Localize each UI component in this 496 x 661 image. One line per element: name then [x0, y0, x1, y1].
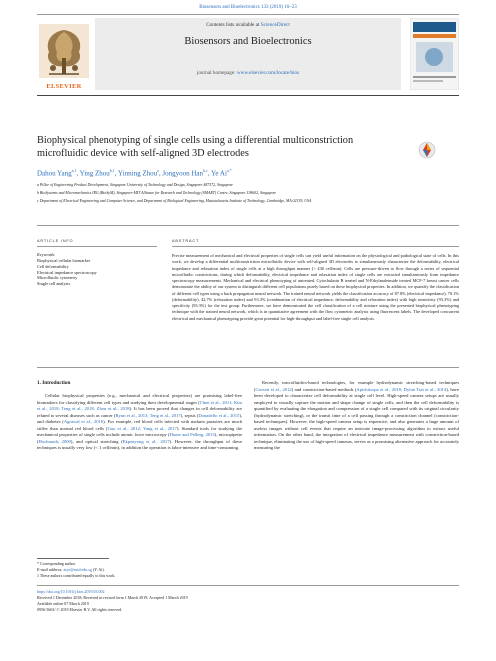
- citation-link[interactable]: Byun et al., 2013; Teng et al., 2017: [115, 412, 181, 418]
- body-column-left: [37, 393, 242, 452]
- divider: [37, 585, 459, 586]
- keyword: Single cell analysis: [37, 281, 71, 287]
- doi-link[interactable]: https://doi.org/10.1016/j.bios.2019.03.002: [37, 589, 105, 594]
- affiliation-a: a Pillar of Engineering Product Development, Singapore University of Technology and Design, Singapore 487372, Singapore: [37, 183, 233, 187]
- footnote-email: [37, 567, 105, 572]
- article-info-heading: ARTICLE INFO: [37, 238, 74, 243]
- body-column-right: [254, 380, 459, 452]
- crossmark-icon[interactable]: [417, 140, 437, 162]
- email-suffix: (Y. Ai).: [91, 567, 105, 572]
- body-text: ). For example, red blood cells infected with malaria parasites are much stiffer than normal red blood cells (: [37, 419, 242, 431]
- journal-title: Biosensors and Bioelectronics: [184, 36, 312, 47]
- citation-link[interactable]: Hochmuth, 2000: [38, 438, 71, 444]
- contents-prefix: Contents lists available at: [206, 22, 261, 28]
- journal-homepage: [95, 70, 401, 76]
- elsevier-tree-logo: [37, 22, 91, 80]
- author-name[interactable]: , Ye Ai: [207, 169, 227, 178]
- body-text: ). It has been proved that changes in cell deformability are related to several diseases such as cancer (: [37, 406, 242, 418]
- footnote-equal-contribution: 1 These authors contributed equally to this work.: [37, 573, 116, 578]
- body-text: ), and optical stretching (: [70, 438, 123, 444]
- body-text: ) and constriction-based methods (: [291, 386, 357, 392]
- contents-line: [95, 22, 401, 28]
- publisher-name: ELSEVIER: [46, 83, 82, 90]
- affiliation-b: b BioSystems and Micromechanics IRG (BioSyM), Singapore-MIT Alliance for Research and Technology (SMART) Centre, Singapore 138602, Singapore: [37, 191, 276, 195]
- footnote-rule: [37, 558, 109, 559]
- divider: [37, 367, 459, 368]
- body-text: Recently, microfluidics-based technologies, for example hydrodynamic stretching-based techniques (: [254, 380, 459, 392]
- homepage-prefix: journal homepage:: [196, 70, 237, 76]
- divider: [37, 225, 459, 226]
- journal-banner: [95, 18, 401, 90]
- abstract-heading: ABSTRACT: [172, 238, 200, 243]
- available-online: Available online 07 March 2019: [37, 601, 89, 606]
- affiliation-c: c Department of Electrical Engineering and Computer Science, and Department of Biological Engineering, Massachusetts Institute of Technology, Cambridge, MA 02139, USA: [37, 199, 312, 203]
- author-affil-marker[interactable]: a,*: [226, 168, 232, 173]
- citation-link[interactable]: Gossett et al., 2012: [255, 386, 292, 392]
- email-link[interactable]: aiye@sutd.edu.sg: [63, 567, 92, 572]
- article-title-line2: microfluidic device with self-aligned 3D electrodes: [37, 148, 249, 159]
- citation-link[interactable]: Apichitsopa et al., 2018; Dylan Tsai et al., 2014: [356, 386, 447, 392]
- keywords-heading: Keywords:: [37, 252, 56, 257]
- citation-link[interactable]: Guo et al., 2012; Yang et al., 2017: [107, 425, 177, 431]
- body-text: ). Standard tools for studying the mechanical properties of single cells include atomic force microscopy (: [37, 425, 242, 438]
- author-affil-marker[interactable]: a,1: [71, 168, 77, 173]
- author-list: [37, 168, 232, 177]
- body-text: ), have been developed to characterize cell deformability at single cell level. High-speed camera setups are usually employed to visually capture the motion and shape change of single cells, and then the cell deformability is quantified by evaluating the elongation and compression of a single cell compared with its original circularity (hydrodynamic stretching), or the transit time of a cell passing through a constriction channel (constriction-based techniques). However, the high-speed camera setup is expensive, and also generates a huge amount of useless images without cell events that require an intricate image-processing algorithm to extract useful information. On the other hand, the integration of electrical impedance measurement with constriction-based technique, eliminating the use of high-speed cameras, serves as a promising alternative approach for accurately measuring the: [254, 386, 460, 451]
- body-text: ), sepsis (: [180, 412, 199, 418]
- citation-link[interactable]: Ekpenyong et al., 2017: [122, 438, 170, 444]
- divider: [172, 246, 459, 247]
- keyword: Electrical impedance spectroscopy: [37, 269, 97, 275]
- divider: [37, 246, 157, 247]
- journal-cover-thumbnail: [410, 18, 459, 90]
- keyword-list: [37, 258, 157, 287]
- author-affil-marker[interactable]: b,1: [109, 168, 115, 173]
- keyword: Biophysical cellular biomarker: [37, 258, 91, 263]
- received-dates: Received 1 December 2018; Received in revised form 1 March 2019; Accepted 1 March 2019: [37, 595, 188, 600]
- body-text: ), micropipette (: [37, 432, 242, 444]
- keyword: Microfluidic cytometry: [37, 275, 78, 281]
- email-prefix: E-mail address:: [37, 567, 64, 572]
- citation-link[interactable]: Haase and Pelling, 2015: [169, 432, 215, 438]
- citation-link[interactable]: Chen et al., 2011; Kim et al., 2018; Teng et al., 2018; Zhou et al., 2018: [37, 399, 242, 412]
- author-name[interactable]: , Ying Zhou: [76, 169, 110, 178]
- sciencedirect-link[interactable]: ScienceDirect: [260, 22, 290, 28]
- section-heading-introduction: 1. Introduction: [37, 380, 71, 386]
- body-text: Cellular biophysical properties (e.g., mechanical and electrical properties) are promising label-free biomarkers for classifying different cell types and studying their developmental stages (: [37, 393, 242, 405]
- author-affil-marker[interactable]: a: [157, 168, 159, 173]
- body-text: ). However, the throughput of these techniques is usually very low (< 1 cell/min), in addition the operation is labor-intensive and time-consuming.: [37, 438, 242, 451]
- author-name[interactable]: Dahou Yang: [37, 169, 72, 178]
- author-affil-marker[interactable]: b,c: [203, 168, 208, 173]
- footnote-corresponding: * Corresponding author.: [37, 561, 76, 566]
- keyword: Cell deformability: [37, 263, 69, 269]
- article-title: [37, 134, 407, 160]
- author-name[interactable]: , Yinning Zhou: [114, 169, 158, 178]
- citation-link[interactable]: Agrawal et al., 2016: [63, 419, 104, 425]
- author-name[interactable]: , Jongyoon Han: [158, 169, 204, 178]
- body-text: ), and diabetes (: [37, 412, 242, 425]
- abstract-body: Precise measurement of mechanical and electrical properties of single cells can yield useful information on the physiological and pathological state of cells. In this work, we develop a differential multiconstriction microfluidic device with self-aligned 3D electrodes to simultaneously characterize the deformability, electrical impedance and relaxation index of single cells at a high throughput manner (> 430 cell/min). Cells are pressure-driven to flow through a series of sequential microfluidic constrictions, during which deformability, electrical impedance and relaxation index of single cells are extracted simultaneously from impedance spectroscopy measurements. Mechanical and electrical phenotyping of untreated, Cytochalasin B treated and N-Ethylmaleimide treated MCF-7 breast cancer cells demonstrate the ability of our system to distinguish different cell populations purely based on these biophysical properties. In addition, we quantify the classification of different cell types using a back propagation neural network. The trained neural network yields the classification accuracy of 87.8% (electrical impedance), 70.1% (deformability), 42.7% (relaxation index) and 93.3% (combination of electrical impedance, deformability and relaxation index) with high sensitivity (93.3%) and specificity (93.3%) for the test group. Furthermore, we have demonstrated the cell classification of a cell mixture using the presented biophysical phenotyping technique with the trained neural network, which is in quantitative agreement with the flow cytometric analysis using fluorescent labels. The developed concurrent electrical and mechanical phenotyping provide great potential for high-throughput and label-free single cell analysis.: [172, 253, 459, 321]
- homepage-link[interactable]: www.elsevier.com/locate/bios: [236, 70, 300, 76]
- journal-reference[interactable]: Biosensors and Bioelectronics 133 (2019) 16–23: [199, 5, 297, 10]
- article-title-line1: Biophysical phenotyping of single cells using a differential multiconstriction: [37, 135, 354, 146]
- issn-copyright: 0956-5663/ © 2019 Elsevier B.V. All rights reserved.: [37, 607, 123, 612]
- citation-link[interactable]: Donadello et al., 2015: [198, 412, 240, 418]
